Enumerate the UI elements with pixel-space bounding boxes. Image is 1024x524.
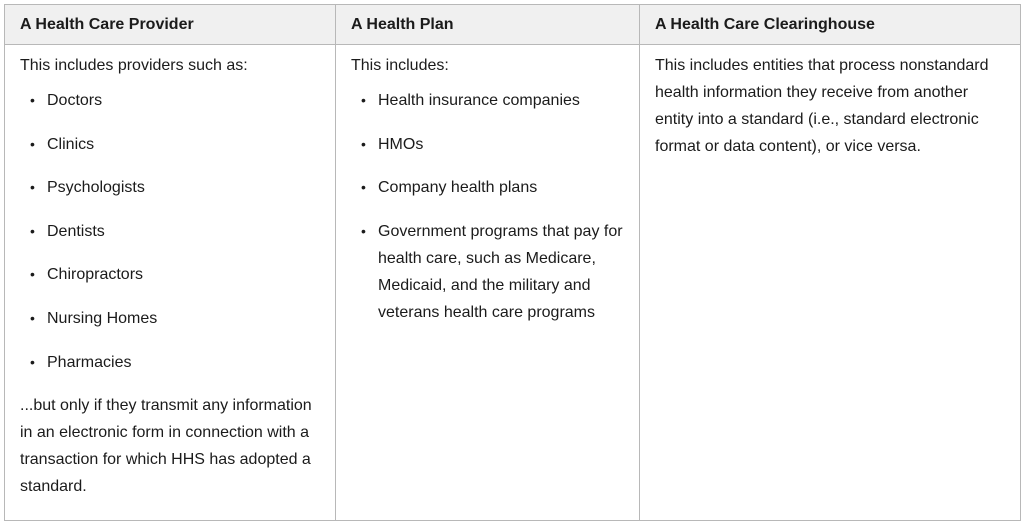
list-item (351, 218, 624, 326)
health-plan-cell (336, 45, 640, 521)
list-item-label: Government programs that pay for health care, such as Medicare, Medicaid, and the military and veterans health care programs (378, 222, 623, 321)
list-item (351, 131, 624, 158)
table-row (5, 45, 1021, 521)
clearinghouse-intro: This includes entities that process nonstandard health information they receive from another entity into a standard (i.e., standard electronic format or data content), or vice versa. (655, 57, 989, 155)
covered-entities-table (4, 4, 1021, 521)
bullet-icon: • (30, 353, 35, 370)
list-item-label: Health insurance companies (378, 92, 580, 109)
list-item (20, 131, 320, 158)
table-header-row (5, 5, 1021, 45)
provider-list (20, 87, 320, 376)
list-item (20, 218, 320, 245)
list-item (20, 349, 320, 376)
list-item (20, 261, 320, 288)
list-item-label: Clinics (47, 135, 95, 153)
bullet-icon: • (361, 179, 366, 196)
list-item-label: Doctors (47, 92, 103, 109)
health-plan-list (351, 87, 624, 326)
list-item (20, 305, 320, 332)
list-item (351, 174, 624, 201)
list-item (20, 174, 320, 201)
provider-intro: This includes providers such as: (20, 57, 248, 74)
list-item-label: Pharmacies (47, 353, 132, 371)
provider-cell (5, 45, 336, 521)
bullet-icon: • (361, 135, 366, 152)
bullet-icon: • (30, 222, 35, 239)
list-item (351, 87, 624, 114)
provider-outro: ...but only if they transmit any information in an electronic form in connection with a transaction for which HHS has adopted a standard. (20, 397, 312, 496)
bullet-icon: • (30, 135, 35, 152)
header-health-care-provider: A Health Care Provider (5, 5, 336, 45)
list-item-label: Dentists (47, 222, 105, 240)
bullet-icon: • (361, 222, 366, 239)
list-item-label: Nursing Homes (47, 309, 158, 327)
header-health-care-clearinghouse: A Health Care Clearinghouse (640, 5, 1021, 45)
bullet-icon: • (30, 266, 35, 283)
header-health-plan: A Health Plan (336, 5, 640, 45)
bullet-icon: • (30, 92, 35, 108)
bullet-icon: • (30, 309, 35, 326)
list-item-label: Company health plans (378, 179, 538, 197)
list-item (20, 87, 320, 114)
bullet-icon: • (30, 179, 35, 196)
clearinghouse-cell (640, 45, 1021, 521)
bullet-icon: • (361, 92, 366, 108)
health-plan-intro: This includes: (351, 57, 449, 74)
list-item-label: Psychologists (47, 179, 145, 197)
list-item-label: HMOs (378, 135, 424, 153)
list-item-label: Chiropractors (47, 266, 144, 284)
